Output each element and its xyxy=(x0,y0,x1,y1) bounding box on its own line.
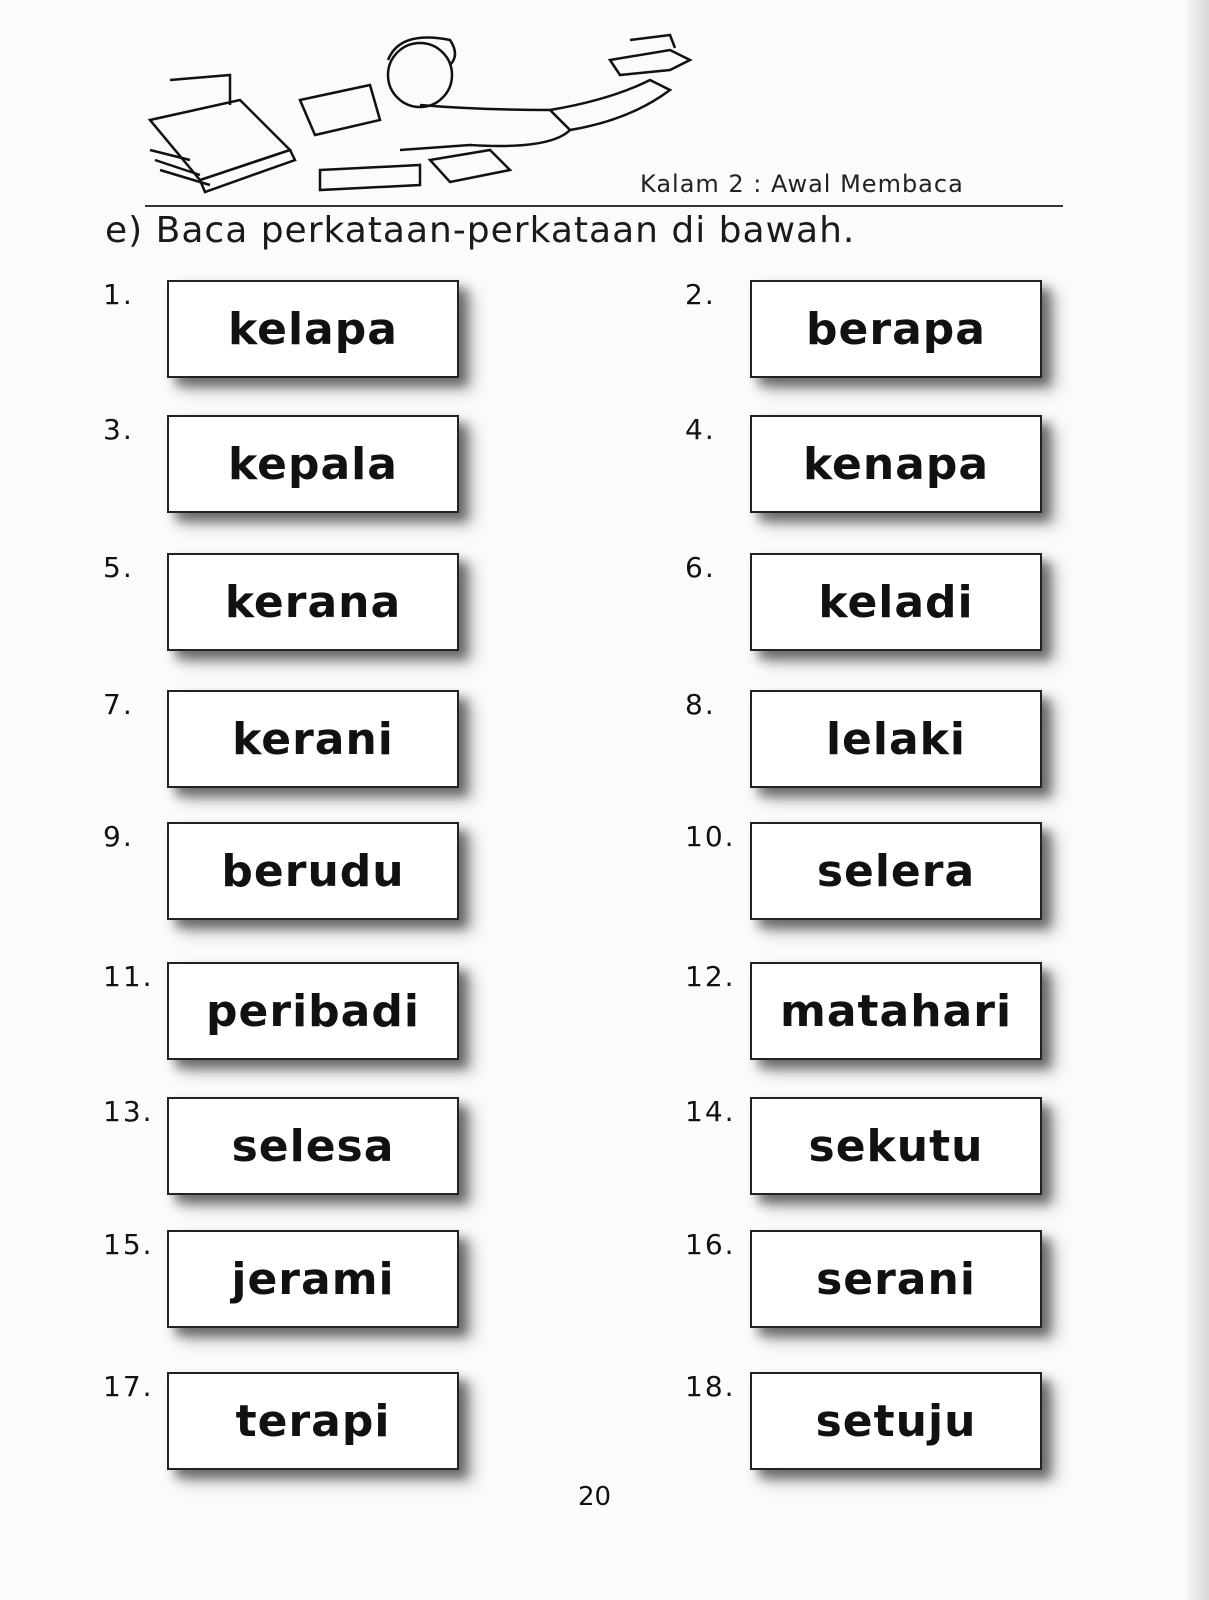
item-number: 2. xyxy=(685,278,716,311)
word-box: kelapa xyxy=(167,280,459,378)
instruction: e) Baca perkataan-perkataan di bawah. xyxy=(105,210,856,251)
item-number: 1. xyxy=(103,278,134,311)
item-number: 3. xyxy=(103,413,134,446)
item-number: 12. xyxy=(685,960,736,993)
word-box: jerami xyxy=(167,1230,459,1328)
item-number: 17. xyxy=(103,1370,154,1403)
chapter-title: Kalam 2 : Awal Membaca xyxy=(640,170,964,198)
item-number: 14. xyxy=(685,1095,736,1128)
header-divider xyxy=(145,205,1063,207)
item-number: 8. xyxy=(685,688,716,721)
item-number: 4. xyxy=(685,413,716,446)
word-box: setuju xyxy=(750,1372,1042,1470)
word-box: lelaki xyxy=(750,690,1042,788)
word-box: sekutu xyxy=(750,1097,1042,1195)
page-edge xyxy=(1187,0,1209,1600)
page-number: 20 xyxy=(578,1482,612,1512)
item-number: 9. xyxy=(103,820,134,853)
item-number: 10. xyxy=(685,820,736,853)
boy-reading-illustration xyxy=(130,20,710,200)
word-box: kerani xyxy=(167,690,459,788)
word-box: serani xyxy=(750,1230,1042,1328)
item-number: 13. xyxy=(103,1095,154,1128)
word-box: berudu xyxy=(167,822,459,920)
word-box: kenapa xyxy=(750,415,1042,513)
item-number: 5. xyxy=(103,551,134,584)
word-box: berapa xyxy=(750,280,1042,378)
word-box: kerana xyxy=(167,553,459,651)
item-number: 15. xyxy=(103,1228,154,1261)
item-number: 11. xyxy=(103,960,154,993)
word-box: selera xyxy=(750,822,1042,920)
item-number: 6. xyxy=(685,551,716,584)
word-box: kepala xyxy=(167,415,459,513)
word-box: matahari xyxy=(750,962,1042,1060)
item-number: 16. xyxy=(685,1228,736,1261)
word-box: peribadi xyxy=(167,962,459,1060)
item-number: 7. xyxy=(103,688,134,721)
word-box: terapi xyxy=(167,1372,459,1470)
item-number: 18. xyxy=(685,1370,736,1403)
word-box: keladi xyxy=(750,553,1042,651)
word-box: selesa xyxy=(167,1097,459,1195)
